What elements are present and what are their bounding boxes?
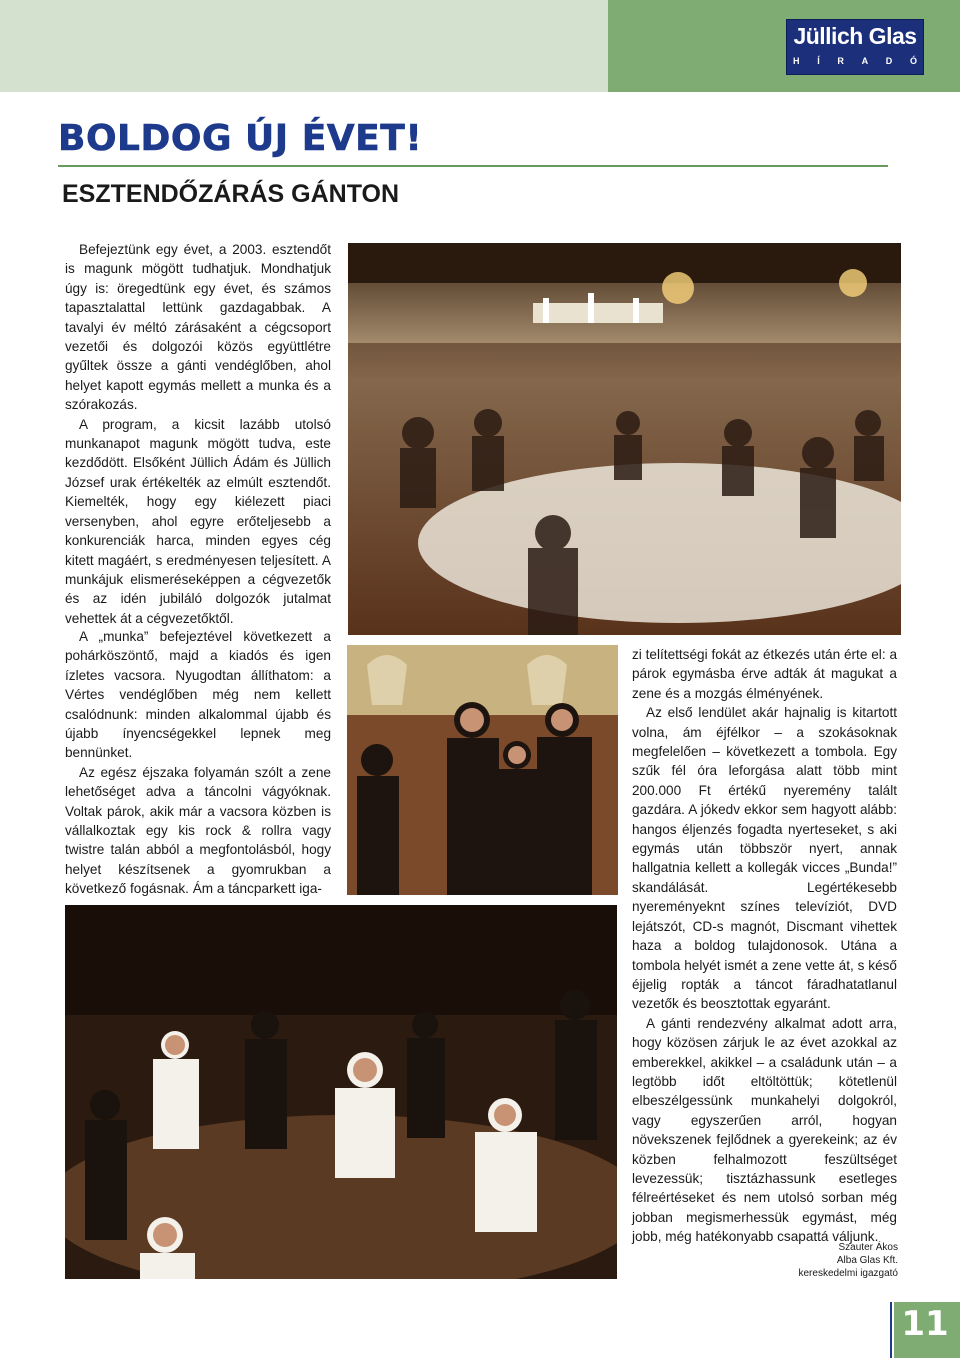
- article-subtitle: ESZTENDŐZÁRÁS GÁNTON: [62, 180, 400, 208]
- column-1-top: [65, 240, 331, 628]
- logo-name: Jüllich Glas: [793, 23, 917, 49]
- title-divider: [58, 165, 888, 167]
- page-number: 11: [901, 1304, 949, 1344]
- author-company: Alba Glas Kft.: [836, 1255, 898, 1266]
- paragraph: Az első lendület akár hajnalig is kitartott volna, ám éjfélkor – a szokásoknak megfelelően – következett a tombola. Egy szűk fél óra leforgása alatt több mint 200.000 Ft értékű nyeremény talált gazdára. A jókedv ekkor sem hagyott alább: hangos éljenzés fogadta nyerteseket, s aki egymás után többször nyert, annak hallgatnia kellett a kollegák vicces „Bunda!” skandálását. Legértékesebb nyereményeknt színes televíziót, DVD lejátszót, CD-s magnót, Discmant vihettek haza a boldog tulajdonosok. Utána a tombola helyét ismét a zene vette át, s késő éjjelig ropták a táncot fáradhatatlanul vezetők és beosztottak egyaránt.: [632, 705, 897, 1012]
- paragraph: A gánti rendezvény alkalmat adott arra, hogy közösen zárjuk le az évet azokkal az emberekkel, akikkel – a családunk után – a legtöbb időt eltöltöttük; kötetlenül elbeszélgessünk munkahelyi dolgokról, vagy egyszerűen arról, hogyan növekszenek fejlődnek a gyerekeink; az év közben felhalmozott feszültséget levezessük; tisztázhassunk esetleges félreértéseket és nem utolsó sorban még jobban megismerhessük egymást, még jobb, még hatékonyabb csapattá váljunk.: [632, 1015, 897, 1245]
- paragraph: A program, a kicsit lazább utolsó munkanapot magunk mögött tudva, este kezdődött. Elsőként Jüllich Ádám és Jüllich József urak értékelték az elmúlt esztendőt. Kiemelték, hogy egy kiélezett piaci versenyben, ahol egyre erőteljesebb a konkurenciák harca, minden egyes cég kitett magáért, s eredményesen teljesített. A munkájuk elismeréseképpen a cégvezetők és az idén jubiláló dolgozók jutalmat vehettek át a cégvezetőktől.: [65, 416, 331, 626]
- paragraph: Az egész éjszaka folyamán szólt a zene lehetőséget adva a táncolni vágyóknak. Voltak párok, akik már a vacsora közben is vállalkoztak egy kis rock & rollra vagy twistre talán abból a megfontolásból, hogy helyet készítsenek a gyomrukban a következő fogásnak. Ám a táncparkett iga-: [65, 764, 331, 897]
- column-1-bottom: [65, 627, 331, 899]
- column-2: [632, 645, 897, 1247]
- paragraph: zi telítettségi fokát az étkezés után érte el: a párok egymásba érve adták át magukat a zene és a mozgás élményének.: [632, 647, 897, 701]
- article-title: BOLDOG ÚJ ÉVET!: [58, 118, 423, 159]
- jullich-glas-logo: [786, 19, 924, 75]
- page-number-rule: [890, 1302, 892, 1358]
- author-role: kereskedelmi igazgató: [798, 1268, 898, 1279]
- header-band: [0, 0, 608, 92]
- author-name: Szauter Ákos: [838, 1242, 898, 1253]
- banquet-hall-photo: [348, 243, 901, 635]
- paragraph: A „munka” befejeztével következett a pohárköszöntő, majd a kiadós és igen ízletes vacsora. Nyugodtan állíthatom: a Vértes vendéglőben még nem kellett csalódnunk: minden alkalommal újabb és újabb ínyencségekkel lepnek meg bennünket.: [65, 629, 331, 761]
- dance-floor-photo: [65, 905, 617, 1279]
- paragraph: Befejeztünk egy évet, a 2003. esztendőt is magunk mögött tudhatjuk. Mondhatjuk úgy is: öregedtünk egy évet, és számos tapasztalattal lettünk gazdagabbak. A tavalyi év méltó zárásaként a cégcsoport vezetői és dolgozói közös együttlétre gyűltek össze a gánti vendéglőben, ahol helyet kapott egymás mellett a munka és a szórakozás.: [65, 242, 331, 413]
- logo-subtitle: H Í R A D Ó: [793, 56, 917, 66]
- award-ceremony-photo: [347, 645, 618, 895]
- author-signature: [799, 1241, 899, 1280]
